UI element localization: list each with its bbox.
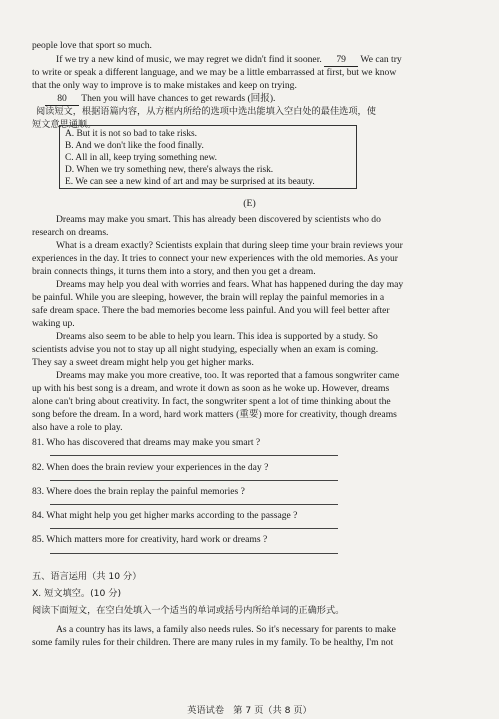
- answer-line-82[interactable]: [50, 480, 338, 481]
- part5-heading: 五、语言运用（共 10 分）: [32, 571, 142, 582]
- passage-line: song before the dream. In a word, hard work matters (重要) more for creativity, though dreams: [32, 409, 397, 420]
- answer-line-83[interactable]: [50, 504, 338, 505]
- question-85: 85. Which matters more for creativity, hard work or dreams ?: [32, 534, 268, 545]
- intro-line-4: that the only way to improve is to make mistakes and keep on trying.: [32, 80, 297, 91]
- passage-line: Dreams may make you more creative, too. It was reported that a famous songwriter came: [56, 370, 400, 381]
- instruction-line-1: 阅读短文，根据语篇内容，从方框内所给的选项中选出能填入空白处的最佳选项，使: [36, 106, 376, 117]
- passage-line: They say a sweet dream might help you get higher marks.: [32, 357, 254, 368]
- option-a: A. But it is not so bad to take risks.: [65, 129, 198, 139]
- question-82: 82. When does the brain review your experiences in the day ?: [32, 462, 269, 473]
- intro-line-5: 80 Then you will have chances to get rewards (回报).: [45, 92, 461, 106]
- part5-instruction: 阅读下面短文，在空白处填入一个适当的单词或括号内所给单词的正确形式。: [32, 605, 345, 616]
- option-c: C. All in all, keep trying something new.: [65, 153, 217, 163]
- blank-79: 79: [324, 53, 358, 67]
- passage-line: also have a role to play.: [32, 422, 123, 433]
- intro-line-3: to write or speak a different language, and we may be a little embarrassed at first, but we know: [32, 67, 397, 78]
- answer-line-85[interactable]: [50, 553, 338, 554]
- instruction-line-2: 短文意思通顺。: [32, 119, 97, 130]
- intro-line-1: people love that sport so much.: [32, 40, 152, 51]
- part5-subheading: X. 短文填空。(10 分): [32, 588, 122, 599]
- passage-line: Dreams may help you deal with worries and fears. What has happened during the day may: [56, 279, 404, 290]
- passage-line: experiences in the day. It tries to connect your new experiences with the old memories. As your: [32, 253, 398, 264]
- passage-line: research on dreams.: [32, 227, 109, 238]
- passage-line: waking up.: [32, 318, 75, 329]
- intro-line-2: If we try a new kind of music, we may regret we didn't find it sooner. 79 We can try: [56, 54, 402, 65]
- option-d: D. When we try something new, there's always the risk.: [65, 165, 274, 175]
- option-e: E. We can see a new kind of art and may be surprised at its beauty.: [65, 177, 315, 187]
- passage-line: scientists advise you not to stay up all night studying, especially when an exam is coming.: [32, 344, 379, 355]
- passage-line: up with his best song is a dream, and wrote it down as soon as he woke up. However, dreams: [32, 383, 390, 394]
- question-81: 81. Who has discovered that dreams may make you smart ?: [32, 437, 261, 448]
- question-83: 83. Where does the brain replay the painful memories ?: [32, 486, 245, 497]
- passage-line: Dreams may make you smart. This has already been discovered by scientists who do: [56, 214, 381, 225]
- part5-passage-line: some family rules for their children. There are many rules in my family. To be healthy, I'm not: [32, 637, 394, 648]
- blank-80: 80: [45, 92, 79, 106]
- section-label: (E): [243, 198, 256, 209]
- option-b: B. And we don't like the food finally.: [65, 141, 204, 151]
- question-84: 84. What might help you get higher marks according to the passage ?: [32, 510, 298, 521]
- passage-line: safe dream space. There the bad memories become less painful. And you will feel better after: [32, 305, 390, 316]
- passage-line: Dreams also seem to be able to help you learn. This idea is supported by a study. So: [56, 331, 378, 342]
- passage-line: be painful. While you are sleeping, however, the brain will replay the painful memories in a: [32, 292, 385, 303]
- answer-line-81[interactable]: [50, 455, 338, 456]
- page-footer: 英语试卷 第 7 页（共 8 页）: [187, 705, 312, 716]
- passage-line: What is a dream exactly? Scientists explain that during sleep time your brain reviews your: [56, 240, 403, 251]
- answer-line-84[interactable]: [50, 528, 338, 529]
- passage-line: brain connects things, it turns them into a story, and then you get a dream.: [32, 266, 316, 277]
- passage-line: alone can't bring about creativity. In fact, the songwriter spent a lot of time thinking about the: [32, 396, 391, 407]
- part5-passage-line: As a country has its laws, a family also needs rules. So it's necessary for parents to make: [56, 624, 396, 635]
